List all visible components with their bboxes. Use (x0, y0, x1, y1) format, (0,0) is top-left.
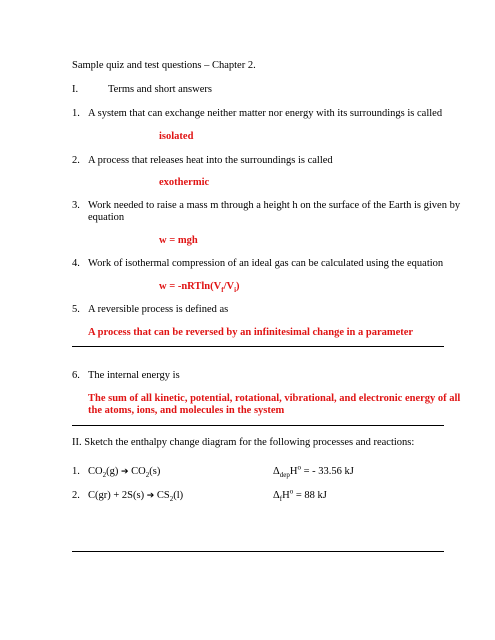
superscript: o (297, 463, 301, 472)
section-2-heading (72, 436, 414, 449)
arrow-icon: ➔ (120, 467, 129, 477)
section-1-numeral: I. (72, 84, 79, 95)
section-2-numeral: II. (72, 437, 82, 448)
arrow-icon: ➔ (146, 491, 155, 501)
question-text: A reversible process is defined as (88, 304, 229, 315)
question-3-continued: equation (88, 212, 125, 223)
superscript: o (289, 487, 294, 496)
state: (g) (106, 466, 121, 477)
divider-line (72, 551, 444, 552)
divider-line (72, 346, 444, 347)
question-number: 6. (72, 370, 80, 381)
answer-4-part: w = -nRTln(V (159, 281, 222, 292)
delta-symbol: Δ (273, 490, 280, 501)
subscript: 2 (102, 471, 107, 480)
state: (l) (173, 490, 184, 501)
enthalpy-amount: = 88 kJ (293, 490, 327, 501)
reaction-equation (88, 465, 160, 479)
answer-4-part: /V (223, 281, 235, 292)
reactant: CO (88, 466, 103, 477)
product: CO (128, 466, 146, 477)
divider-line (72, 425, 444, 426)
enthalpy-value (273, 489, 327, 502)
product: CS (154, 490, 170, 501)
answer-4-part: ) (236, 281, 240, 292)
subscript: 2 (145, 471, 150, 480)
question-number: 4. (72, 258, 80, 269)
section-2-title: Sketch the enthalpy change diagram for the following processes and reactions: (84, 437, 415, 448)
question-number: 1. (72, 108, 80, 119)
answer-3: w = mgh (159, 235, 198, 246)
answer-4 (159, 280, 240, 293)
answer-6-line-2: the atoms, ions, and molecules in the system (88, 405, 285, 416)
reaction-equation (88, 489, 183, 503)
question-text: Work needed to raise a mass m through a height h on the surface of the Earth is given by (88, 200, 461, 211)
question-number: 2. (72, 155, 80, 166)
answer-2: exothermic (159, 177, 210, 188)
state: (s) (149, 466, 161, 477)
answer-1: isolated (159, 131, 194, 142)
enthalpy-symbol: H (289, 466, 298, 477)
answer-5: A process that can be reversed by an infinitesimal change in a parameter (88, 327, 414, 338)
question-text: Work of isothermal compression of an ideal gas can be calculated using the equation (88, 258, 444, 269)
reactant: C(gr) + 2S(s) (88, 490, 147, 501)
enthalpy-symbol: H (282, 490, 290, 501)
section-1-title: Terms and short answers (108, 84, 212, 95)
subscript: dep (279, 471, 290, 480)
reaction-number: 1. (72, 466, 80, 477)
enthalpy-value (273, 465, 354, 478)
answer-6-line-1: The sum of all kinetic, potential, rotational, vibrational, and electronic energy of all (88, 393, 461, 404)
enthalpy-amount: = - 33.56 kJ (300, 466, 354, 477)
subscript: 2 (169, 495, 174, 504)
reaction-number: 2. (72, 490, 80, 501)
question-text: A process that releases heat into the surroundings is called (88, 155, 333, 166)
question-text: The internal energy is (88, 370, 180, 381)
question-number: 3. (72, 200, 80, 211)
delta-symbol: Δ (273, 466, 280, 477)
question-number: 5. (72, 304, 80, 315)
question-text: A system that can exchange neither matter nor energy with its surroundings is called (88, 108, 443, 119)
answer-4-subscript: i (234, 286, 237, 295)
answer-4-subscript: f (221, 286, 224, 295)
subscript: f (279, 495, 283, 504)
document-title: Sample quiz and test questions – Chapter 2. (72, 60, 256, 71)
